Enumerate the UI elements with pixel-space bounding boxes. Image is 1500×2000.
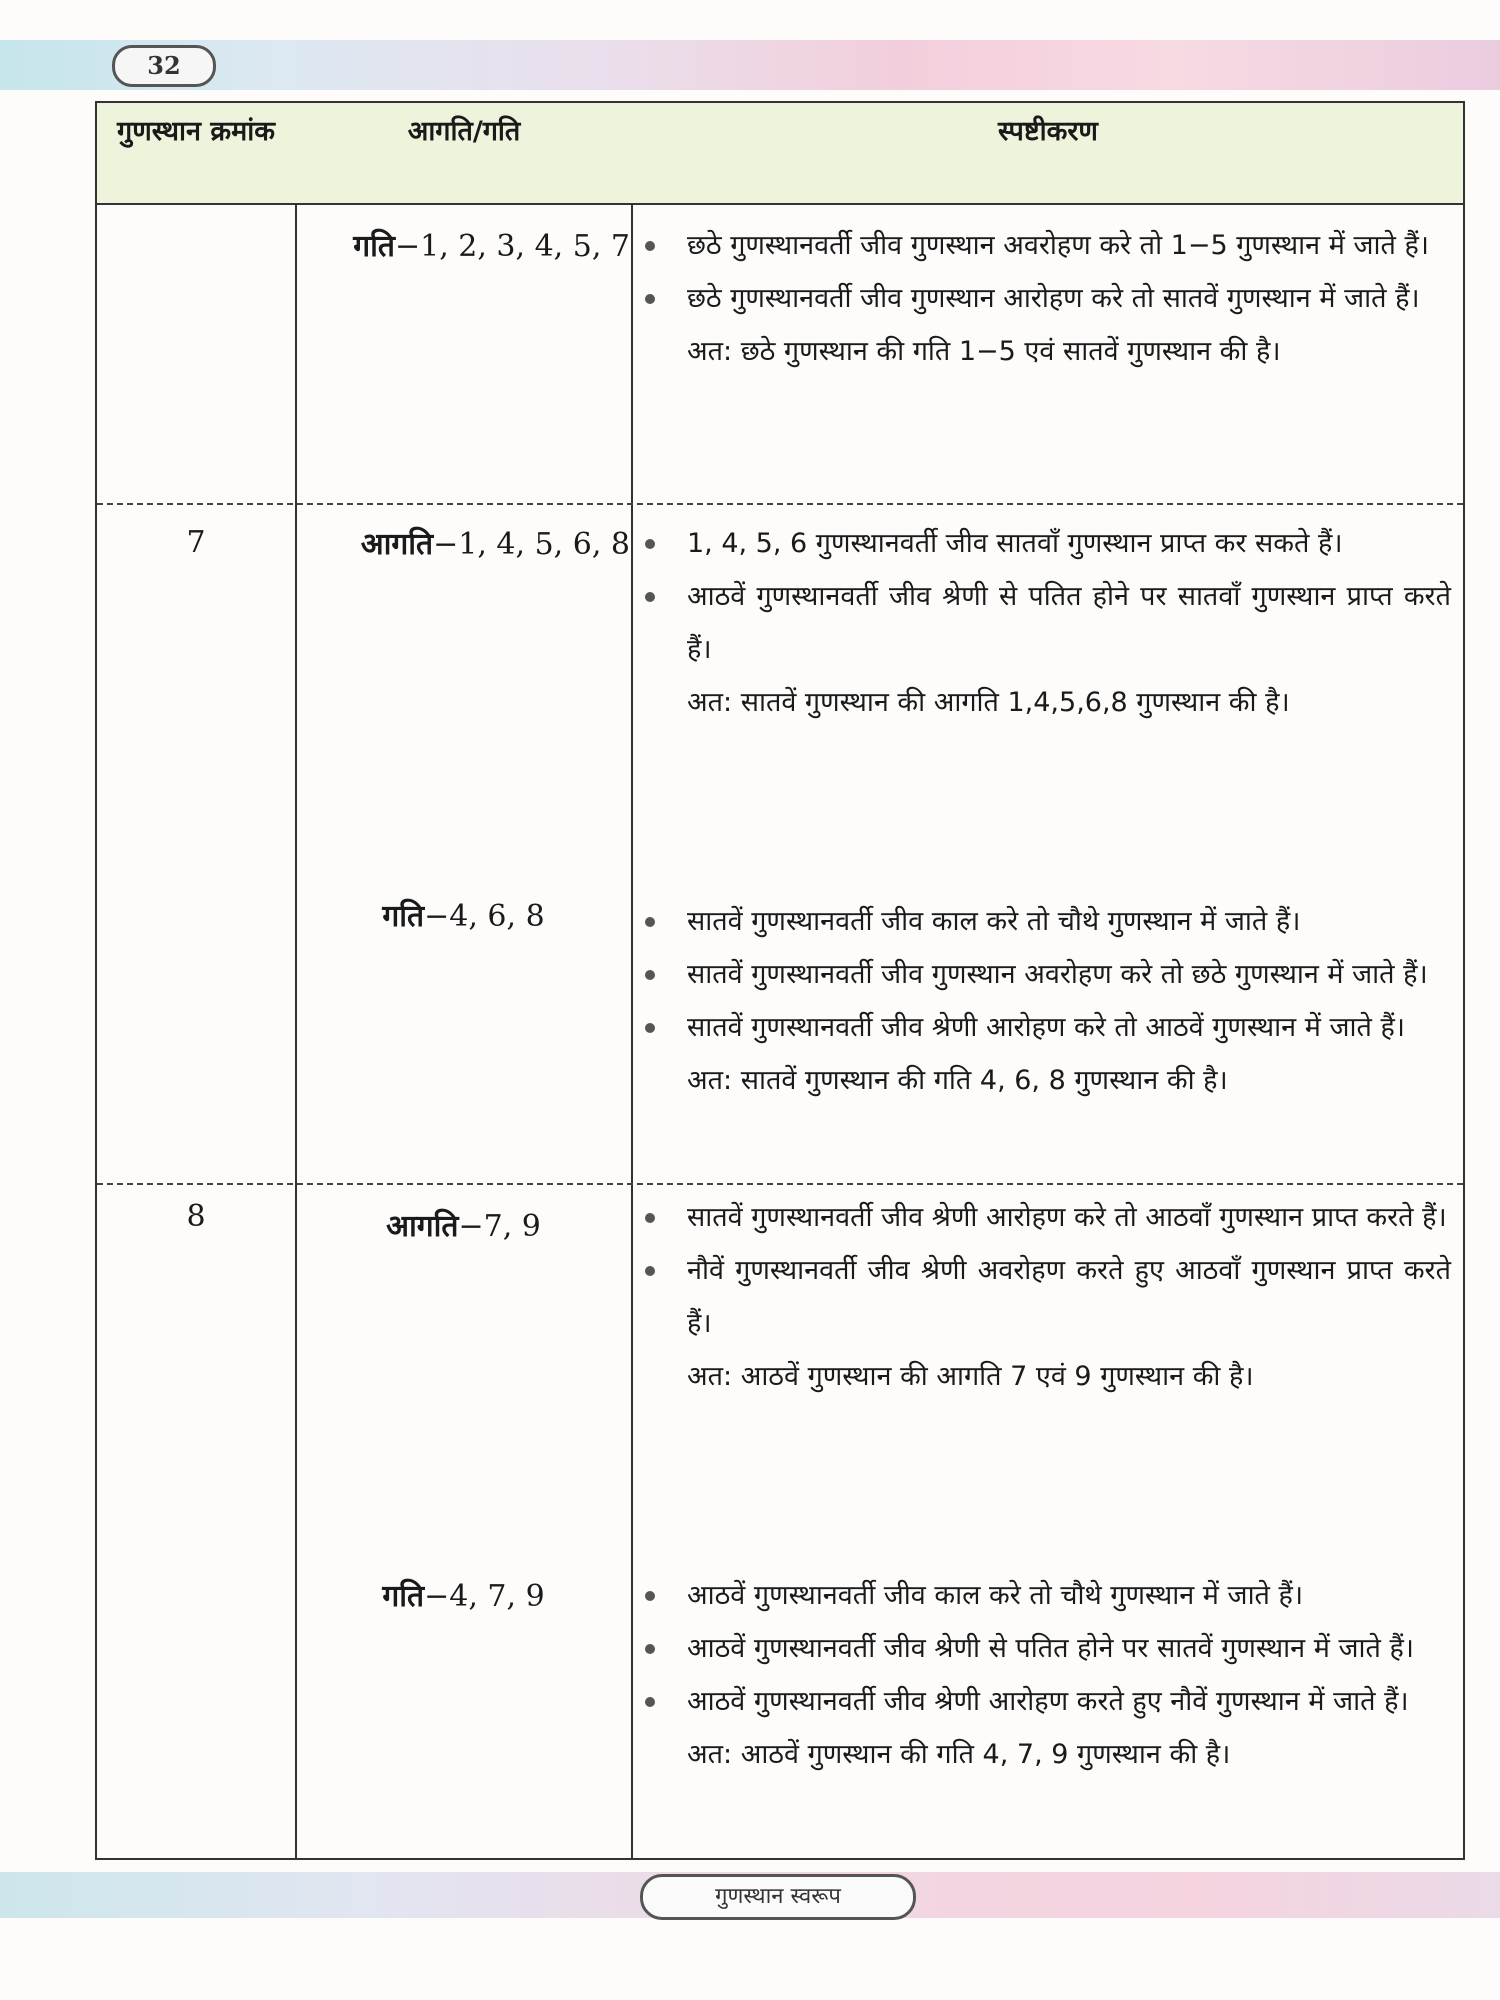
- gati-label: गति: [382, 899, 425, 934]
- explanation-block: [637, 1569, 1451, 1781]
- explanation-point: आठवें गुणस्थानवर्ती जीव श्रेणी से पतित होने पर सातवाँ गुणस्थान प्राप्त करते हैं।: [637, 570, 1451, 676]
- gati-values: −4, 7, 9: [424, 1579, 545, 1614]
- bullet-icon: [645, 917, 655, 927]
- conclusion: अत: छठे गुणस्थान की गति 1−5 एवं सातवें गुणस्थान की है।: [687, 336, 1281, 367]
- gati-cell: [297, 897, 630, 937]
- bullet-icon: [645, 241, 655, 251]
- gati-label: गति: [382, 1579, 425, 1614]
- explanation-block: [637, 895, 1451, 1107]
- section-8: [97, 1185, 1463, 1855]
- gunasthan-table: [95, 101, 1465, 1860]
- bullet-icon: [645, 592, 655, 602]
- bullet-icon: [645, 1644, 655, 1654]
- conclusion: अत: सातवें गुणस्थान की आगति 1,4,5,6,8 गुणस्थान की है।: [687, 687, 1290, 718]
- explanation-point: सातवें गुणस्थानवर्ती जीव गुणस्थान अवरोहण करे तो छठे गुणस्थान में जाते हैं।: [637, 948, 1451, 1001]
- gati-values: −4, 6, 8: [424, 899, 545, 934]
- section-number: 8: [186, 1199, 206, 1234]
- gati-cell: [297, 1577, 630, 1617]
- agati-label: आगति: [386, 1209, 459, 1244]
- agati-values: −7, 9: [458, 1209, 541, 1244]
- explanation-point: सातवें गुणस्थानवर्ती जीव काल करे तो चौथे गुणस्थान में जाते हैं।: [637, 895, 1451, 948]
- agati-label: आगति: [360, 527, 434, 562]
- page-number: 32: [112, 45, 216, 87]
- gati-label: गति: [353, 229, 395, 264]
- header-gunasthan-number: गुणस्थान क्रमांक: [117, 116, 275, 147]
- explanation-block: [637, 219, 1451, 378]
- explanation-point: नौवें गुणस्थानवर्ती जीव श्रेणी अवरोहण करते हुए आठवाँ गुणस्थान प्राप्त करते हैं।: [637, 1244, 1451, 1350]
- explanation-point: छठे गुणस्थानवर्ती जीव गुणस्थान आरोहण करे तो सातवें गुणस्थान में जाते हैं।: [637, 272, 1451, 325]
- conclusion: अत: सातवें गुणस्थान की गति 4, 6, 8 गुणस्थान की है।: [687, 1065, 1228, 1096]
- section-7: [97, 505, 1463, 1283]
- agati-cell: [297, 525, 630, 565]
- footer-title: गुणस्थान स्वरूप: [640, 1874, 916, 1920]
- bullet-icon: [645, 970, 655, 980]
- agati-values: −1, 4, 5, 6, 8: [433, 527, 630, 562]
- explanation-block: [637, 517, 1451, 729]
- bullet-icon: [645, 1697, 655, 1707]
- explanation-point: छठे गुणस्थानवर्ती जीव गुणस्थान अवरोहण करे तो 1−5 गुणस्थान में जाते हैं।: [637, 219, 1451, 272]
- table-header: [97, 103, 1463, 205]
- bullet-icon: [645, 1023, 655, 1033]
- gati-cell: [297, 227, 630, 267]
- bullet-icon: [645, 1266, 655, 1276]
- explanation-point: आठवें गुणस्थानवर्ती जीव श्रेणी आरोहण करते हुए नौवें गुणस्थान में जाते हैं।: [637, 1675, 1451, 1728]
- bullet-icon: [645, 1213, 655, 1223]
- gati-values: −1, 2, 3, 4, 5, 7: [394, 229, 630, 264]
- explanation-block: [637, 1191, 1451, 1403]
- conclusion: अत: आठवें गुणस्थान की गति 4, 7, 9 गुणस्थान की है।: [687, 1739, 1231, 1770]
- bullet-icon: [645, 1591, 655, 1601]
- top-decorative-band: [0, 40, 1500, 90]
- bullet-icon: [645, 539, 655, 549]
- explanation-point: आठवें गुणस्थानवर्ती जीव श्रेणी से पतित होने पर सातवें गुणस्थान में जाते हैं।: [637, 1622, 1451, 1675]
- conclusion: अत: आठवें गुणस्थान की आगति 7 एवं 9 गुणस्थान की है।: [687, 1361, 1254, 1392]
- explanation-point: आठवें गुणस्थानवर्ती जीव काल करे तो चौथे गुणस्थान में जाते हैं।: [637, 1569, 1451, 1622]
- bullet-icon: [645, 294, 655, 304]
- header-agati-gati: आगति/गति: [407, 116, 521, 147]
- explanation-point: 1, 4, 5, 6 गुणस्थानवर्ती जीव सातवाँ गुणस्थान प्राप्त कर सकते हैं।: [637, 517, 1451, 570]
- explanation-point: सातवें गुणस्थानवर्ती जीव श्रेणी आरोहण करे तो आठवें गुणस्थान में जाते हैं।: [637, 1001, 1451, 1054]
- explanation-point: सातवें गुणस्थानवर्ती जीव श्रेणी आरोहण करे तो आठवाँ गुणस्थान प्राप्त करते हैं।: [637, 1191, 1451, 1244]
- section-number: 7: [186, 525, 206, 560]
- agati-cell: [297, 1207, 630, 1247]
- header-explanation: स्पष्टीकरण: [998, 116, 1098, 147]
